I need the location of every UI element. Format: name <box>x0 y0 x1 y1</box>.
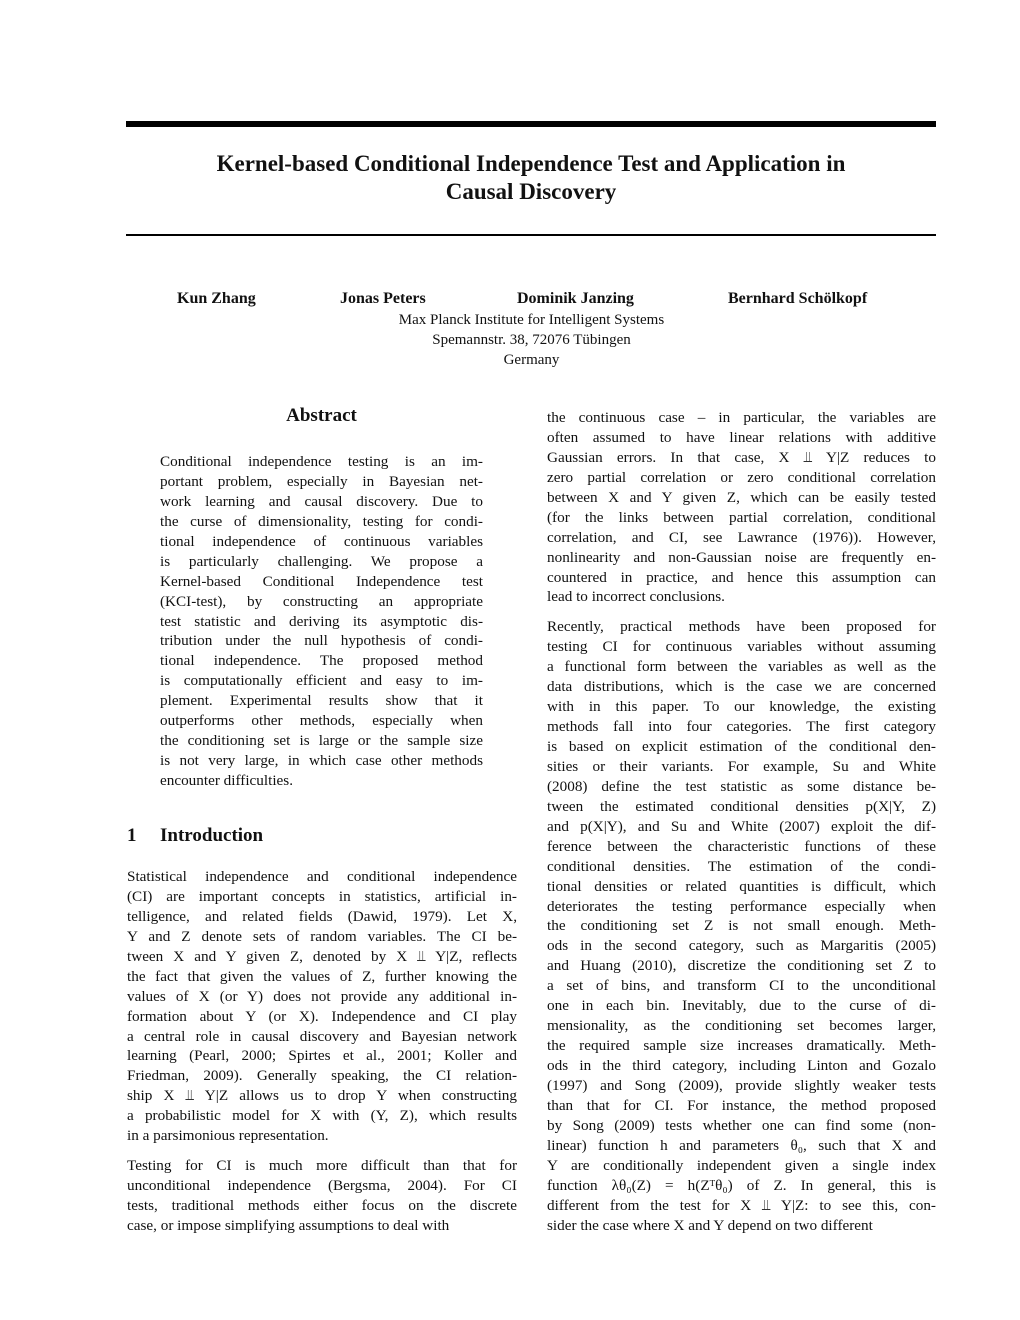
section-title: Introduction <box>160 825 264 846</box>
text-line: methods fall into four categories. The first category <box>547 718 936 736</box>
text-line: tests, traditional methods either focus on the discrete <box>127 1197 517 1214</box>
text-line: the fact that given the values of Z, further knowing the <box>127 967 517 985</box>
paragraph-gap <box>547 607 936 617</box>
author-name: Kun Zhang <box>177 290 256 307</box>
paragraph <box>127 867 517 1146</box>
paragraph <box>127 1156 517 1236</box>
text-line: unconditional independence (Bergsma, 2004). For CI <box>127 1177 517 1195</box>
text-line: a probabilistic model for X with (Y, Z), which results <box>127 1107 517 1125</box>
text-line: in a parsimonious representation. <box>127 1127 329 1145</box>
title-top-rule <box>126 121 936 127</box>
author-name: Dominik Janzing <box>517 290 634 307</box>
text-line: Recently, practical methods have been proposed for <box>547 618 936 636</box>
text-line: function λθ₀(Z) = h(Zᵀθ₀) of Z. In general, this is <box>547 1176 936 1194</box>
text-line: Y and Z denote sets of random variables. The CI be- <box>127 927 517 945</box>
text-line: a functional form between the variables as well as the <box>547 658 936 676</box>
affiliation-line: Germany <box>503 352 560 368</box>
text-line: correlation, and CI, see Lawrance (1976)). However, <box>547 528 936 546</box>
text-line: (for the links between partial correlation, conditional <box>547 508 936 526</box>
text-line: Gaussian errors. In that case, X ⫫ Y|Z reduces to <box>547 448 936 466</box>
text-line: is computationally efficient and easy to im- <box>160 672 483 690</box>
section-heading-introduction <box>127 825 263 847</box>
text-line: lead to incorrect conclusions. <box>547 588 725 606</box>
text-line: by Song (2009) tests whether one can find some (non- <box>547 1116 936 1134</box>
text-line: data distributions, which is the case we are concerned <box>547 678 936 696</box>
text-line: Y are conditionally independent given a single index <box>547 1156 936 1174</box>
text-line: than that for CI. For instance, the method proposed <box>547 1096 936 1114</box>
paper-title-line: Causal Discovery <box>445 179 617 204</box>
text-line: is particularly challenging. We propose a <box>160 552 483 570</box>
text-line: zero partial correlation or zero conditional correlation <box>547 468 936 486</box>
text-line: ship X ⫫ Y|Z allows us to drop Y when constructing <box>127 1087 517 1105</box>
text-line: outperforms other methods, especially when <box>160 712 483 730</box>
text-line: formation about Y (or X). Independence and CI play <box>127 1007 517 1025</box>
text-line: (1997) and Song (2009), provide slightly weaker tests <box>547 1076 936 1094</box>
text-line: a set of bins, and transform CI to the unconditional <box>547 977 936 995</box>
paper-title-line: Kernel-based Conditional Independence Test and Application in <box>216 151 846 176</box>
text-line: tional independence. The proposed method <box>160 652 483 670</box>
text-line: different from the test for X ⫫ Y|Z: to see this, con- <box>547 1196 936 1214</box>
text-line: Testing for CI is much more difficult than that for <box>127 1157 517 1175</box>
text-line: (2008) define the test statistic as some distance be- <box>547 777 936 795</box>
text-line: the required sample size increases dramatically. Meth- <box>547 1037 936 1055</box>
paragraph <box>547 408 936 607</box>
text-line: test statistic and deriving its asymptotic dis- <box>160 612 483 630</box>
text-line: the curse of dimensionality, testing for condi- <box>160 512 483 530</box>
text-line: sities or their variants. For example, Su and White <box>547 757 936 775</box>
section-number: 1 <box>127 825 137 846</box>
text-line: is not very large, in which case other methods <box>160 752 483 770</box>
text-line: and p(X|Y), and Su and White (2007) exploit the dif- <box>547 817 936 835</box>
text-line: the conditioning set Z is not small enough. Meth- <box>547 917 936 935</box>
text-line: values of X (or Y) does not provide any additional in- <box>127 987 517 1005</box>
text-line: a central role in causal discovery and Bayesian network <box>127 1027 517 1045</box>
affiliation-line: Max Planck Institute for Intelligent Systems <box>398 312 665 328</box>
text-line: learning (Pearl, 2000; Spirtes et al., 2001; Koller and <box>127 1047 517 1065</box>
text-line: testing CI for continuous variables without assuming <box>547 638 936 656</box>
text-line: is based on explicit estimation of the conditional den- <box>547 738 936 755</box>
title-bottom-rule <box>126 234 936 236</box>
text-line: ods in the second category, such as Margaritis (2005) <box>547 937 936 955</box>
text-line: sider the case where X and Y depend on two different <box>547 1216 873 1234</box>
author-list <box>0 290 1020 310</box>
text-line: Kernel-based Conditional Independence test <box>160 572 483 590</box>
text-line: deteriorates the testing performance especially when <box>547 897 936 915</box>
affiliation-line: Spemannstr. 38, 72076 Tübingen <box>432 332 631 348</box>
text-line: work learning and causal discovery. Due to <box>160 492 483 510</box>
text-line: tween the estimated conditional densities p(X|Y, Z) <box>547 797 936 815</box>
text-line: tween X and Y given Z, denoted by X ⫫ Y|Z, reflects <box>127 947 517 965</box>
text-line: countered in practice, and hence this assumption can <box>547 568 936 586</box>
text-line: (KCI-test), by constructing an appropriate <box>160 592 483 610</box>
text-line: the conditioning set is large or the sample size <box>160 732 483 750</box>
text-line: telligence, and related fields (Dawid, 1979). Let X, <box>127 907 517 925</box>
abstract-heading: Abstract <box>286 405 357 426</box>
paper-title <box>126 150 936 206</box>
text-line: linear) function h and parameters θ₀, such that X and <box>547 1136 936 1154</box>
text-line: case, or impose simplifying assumptions to deal with <box>127 1216 450 1234</box>
author-name: Bernhard Schölkopf <box>728 290 868 307</box>
text-line: often assumed to have linear relations with additive <box>547 428 936 446</box>
text-line: portant problem, especially in Bayesian net- <box>160 472 483 490</box>
abstract-body <box>160 452 483 791</box>
text-line: ods in the third category, including Linton and Gozalo <box>547 1057 936 1074</box>
text-line: tional independence of continuous variables <box>160 532 483 550</box>
text-line: encounter difficulties. <box>160 772 293 789</box>
text-line: conditional densities. The estimation of the condi- <box>547 857 936 875</box>
text-line: (CI) are important concepts in statistics, artificial in- <box>127 887 517 905</box>
text-line: plement. Experimental results show that it <box>160 692 483 710</box>
text-line: between X and Y given Z, which can be easily tested <box>547 488 936 506</box>
paragraph-gap <box>127 1146 517 1156</box>
intro-right-column <box>547 408 936 1235</box>
intro-left-column <box>127 867 517 1236</box>
text-line: ference between the characteristic functions of these <box>547 837 936 855</box>
text-line: nonlinearity and non-Gaussian noise are frequently en- <box>547 548 936 566</box>
text-line: Friedman, 2009). Generally speaking, the CI relation- <box>127 1067 517 1085</box>
affiliation <box>0 310 1020 370</box>
text-line: tribution under the null hypothesis of condi- <box>160 632 483 650</box>
text-line: with in this paper. To our knowledge, the existing <box>547 698 936 716</box>
text-line: Statistical independence and conditional independence <box>127 868 517 885</box>
text-line: and Huang (2010), discretize the conditioning set Z to <box>547 957 936 975</box>
paragraph <box>547 617 936 1235</box>
text-line: one in each bin. Inevitably, due to the curse of di- <box>547 997 936 1015</box>
text-line: Conditional independence testing is an im- <box>160 453 483 470</box>
text-line: tional densities or related quantities is difficult, which <box>547 877 936 895</box>
author-name: Jonas Peters <box>340 290 426 307</box>
text-line: mensionality, as the conditioning set becomes larger, <box>547 1017 936 1035</box>
text-line: the continuous case – in particular, the variables are <box>547 409 936 426</box>
